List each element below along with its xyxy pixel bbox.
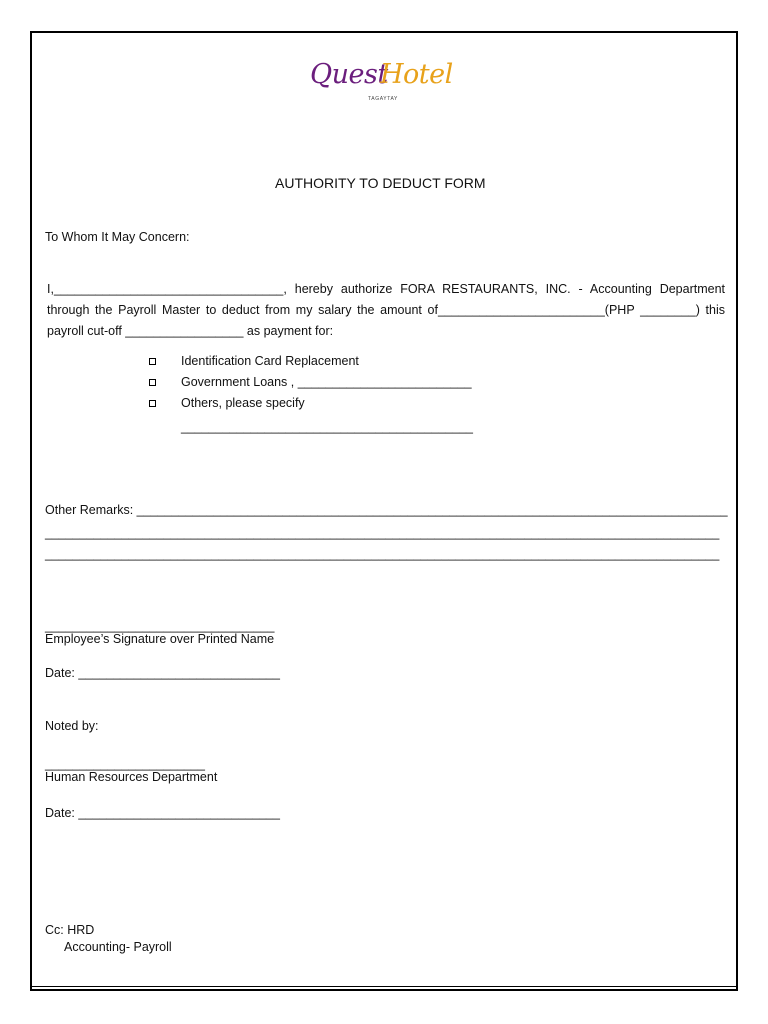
- other-remarks-line-1[interactable]: Other Remarks: _____________________________________________________________________________________: [45, 503, 728, 517]
- logo-hotel-text: Hotel: [380, 59, 453, 90]
- other-remarks-line-3[interactable]: _________________________________________________________________________________________________: [45, 547, 720, 561]
- authorization-paragraph: [47, 279, 725, 342]
- form-title: AUTHORITY TO DEDUCT FORM: [275, 175, 486, 191]
- authorization-line-1: I,_________________________________, hereby authorize FORA RESTAURANTS, INC. - Accounting Department: [47, 282, 725, 296]
- authorization-line-2: through the Payroll Master to deduct from my salary the amount of________________________(PHP ________) this: [47, 303, 725, 317]
- form-page: [30, 31, 738, 991]
- quest-hotel-logo: [310, 59, 470, 119]
- cc-accounting-payroll: Accounting- Payroll: [64, 940, 172, 954]
- cc-hrd: Cc: HRD: [45, 923, 95, 937]
- checkbox-label: Others, please specify: [181, 396, 305, 410]
- noted-by-label: Noted by:: [45, 719, 99, 733]
- authorization-line-3: payroll cut-off _________________ as payment for:: [47, 324, 334, 338]
- checkbox-label: Government Loans , _________________________: [181, 375, 472, 389]
- logo-subtitle: TAGAYTAY: [368, 96, 398, 102]
- employee-signature-line[interactable]: _________________________________: [45, 619, 275, 633]
- logo-quest-text: Quest: [310, 59, 388, 90]
- checkbox-icon[interactable]: [149, 358, 156, 365]
- checkbox-icon[interactable]: [149, 400, 156, 407]
- hr-signature-line[interactable]: _______________________: [45, 757, 205, 771]
- employee-date-field[interactable]: Date: _____________________________: [45, 666, 280, 680]
- employee-signature-label: Employee’s Signature over Printed Name: [45, 632, 275, 646]
- others-specify-line[interactable]: __________________________________________: [181, 420, 473, 434]
- hr-date-field[interactable]: Date: _____________________________: [45, 806, 280, 820]
- other-remarks-line-2[interactable]: _________________________________________________________________________________________________: [45, 526, 720, 540]
- checkbox-icon[interactable]: [149, 379, 156, 386]
- checkbox-label: Identification Card Replacement: [181, 354, 359, 368]
- hr-department-label: Human Resources Department: [45, 770, 218, 784]
- salutation: To Whom It May Concern:: [45, 230, 190, 244]
